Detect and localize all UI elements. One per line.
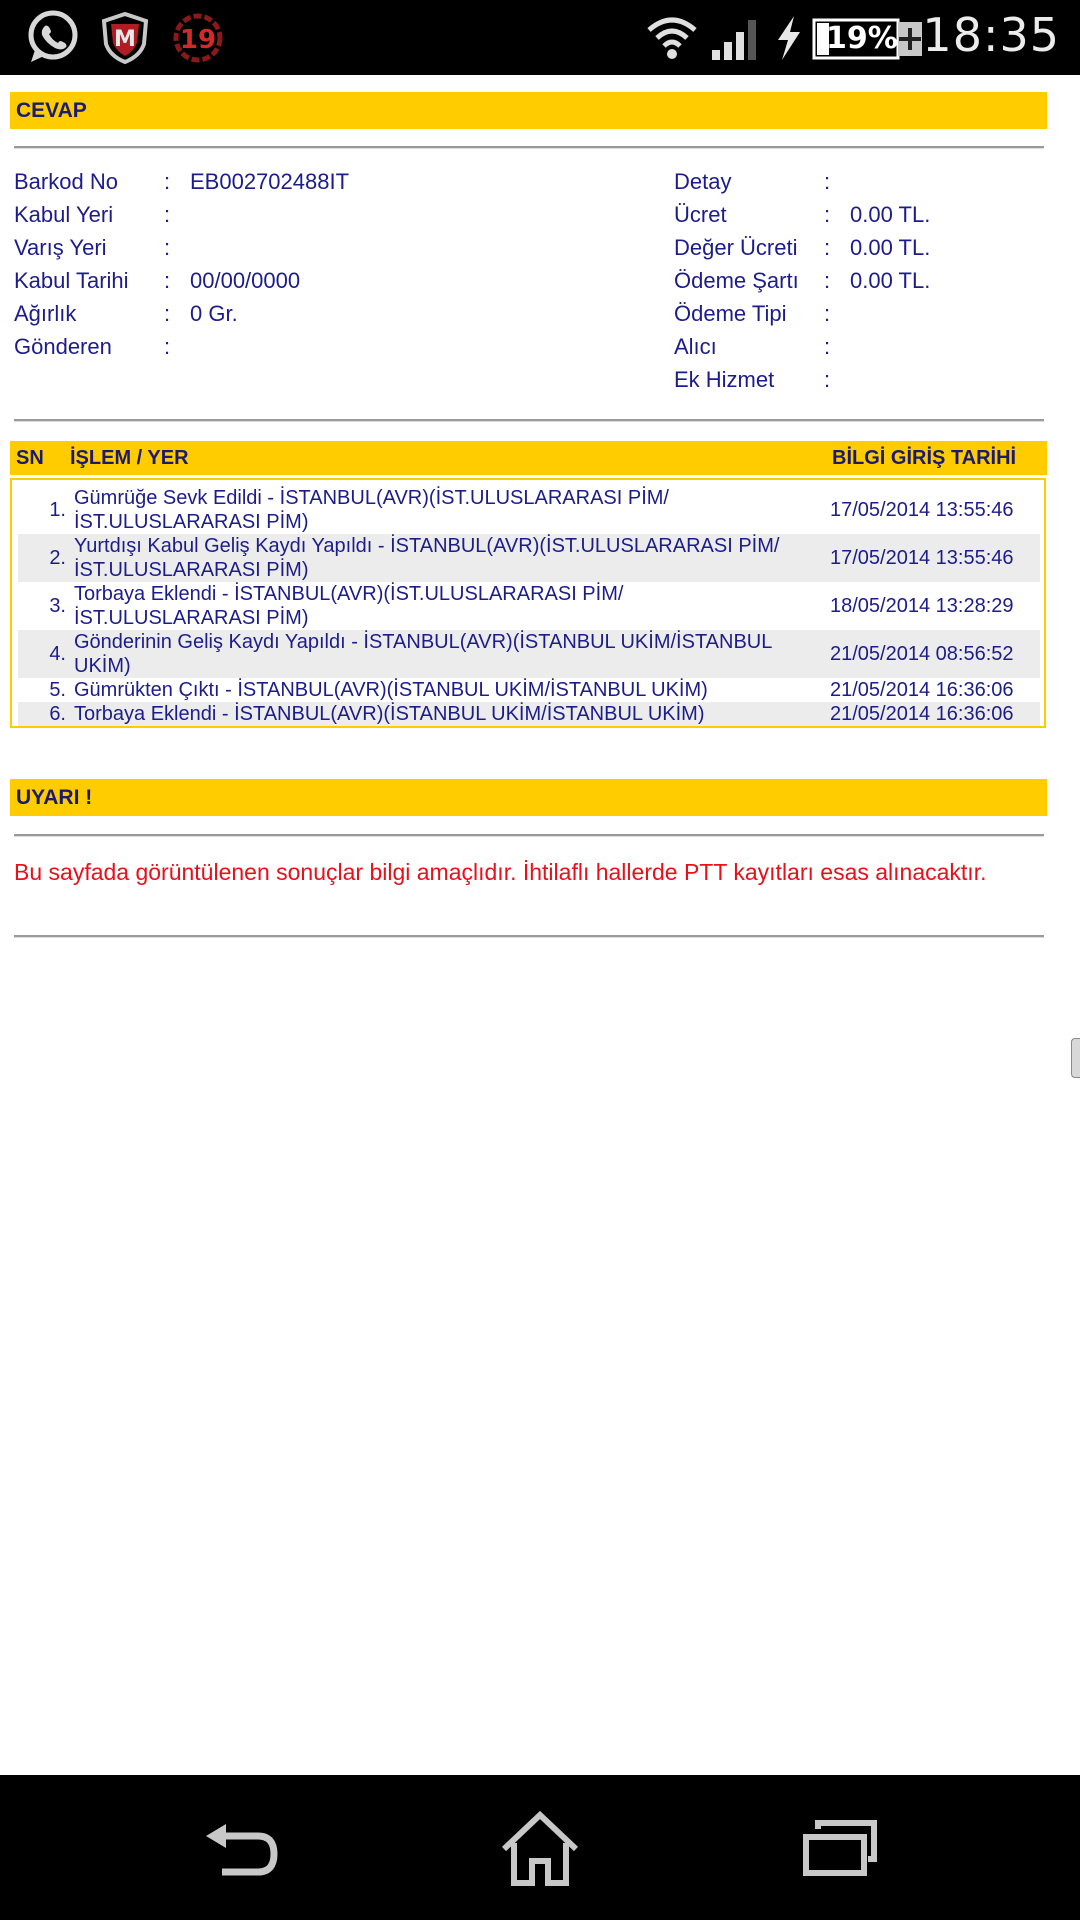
table-row [18,534,1040,582]
row-desc-line1: Yurtdışı Kabul Geliş Kaydı Yapıldı - İSTANBUL(AVR)(İST.ULUSLARARASI PİM/ [74,535,780,557]
field-label: Ödeme Şartı [674,268,799,293]
field-value: 0.00 TL. [850,202,931,227]
field-colon: : [824,367,831,392]
row-date: 17/05/2014 13:55:46 [830,499,1014,521]
divider [14,419,1044,422]
battery-level: 19% [826,21,898,56]
field-value: 0.00 TL. [850,268,931,293]
table-row [18,582,1040,630]
notification-badge-text: 19 [179,25,217,55]
table-row [18,630,1040,678]
row-date: 17/05/2014 13:55:46 [830,547,1014,569]
row-sn: 4. [49,643,66,665]
svg-text:M: M [114,27,136,52]
clock: 18:35 [922,8,1060,62]
field-label: Gönderen [14,334,112,359]
divider [14,834,1044,837]
header-islem-yer: İŞLEM / YER [70,447,189,469]
field-label: Kabul Tarihi [14,268,129,293]
row-desc-line1: Gönderinin Geliş Kaydı Yapıldı - İSTANBUL(AVR)(İSTANBUL UKİM/İSTANBUL [74,631,773,653]
field-colon: : [824,202,831,227]
web-page [0,75,1080,1775]
field-colon: : [824,301,831,326]
field-label: Detay [674,169,732,194]
mcafee-icon[interactable] [100,12,150,64]
field-colon: : [164,169,171,194]
row-date: 21/05/2014 08:56:52 [830,643,1014,665]
table-row [18,486,1040,534]
row-desc-line2: İST.ULUSLARARASI PİM) [74,559,309,581]
field-colon: : [164,301,171,326]
back-icon[interactable] [202,1820,282,1880]
row-date: 21/05/2014 16:36:06 [830,703,1014,725]
row-desc-line1: Torbaya Eklendi - İSTANBUL(AVR)(İST.ULUSLARARASI PİM/ [74,583,624,605]
row-sn: 3. [49,595,66,617]
field-label: Ücret [674,202,727,227]
field-colon: : [824,169,831,194]
field-value: 00/00/0000 [190,268,301,293]
row-desc-line1: Gümrükten Çıktı - İSTANBUL(AVR)(İSTANBUL UKİM/İSTANBUL UKİM) [74,679,708,701]
row-desc-line2: İST.ULUSLARARASI PİM) [74,607,309,629]
shipment-info-right [674,169,1054,404]
field-label: Kabul Yeri [14,202,114,227]
row-date: 18/05/2014 13:28:29 [830,595,1014,617]
field-label: Ödeme Tipi [674,301,787,326]
row-sn: 1. [49,499,66,521]
home-icon[interactable] [498,1811,582,1887]
field-value: 0.00 TL. [850,235,931,260]
tracking-table [10,478,1046,728]
row-desc-line1: Torbaya Eklendi - İSTANBUL(AVR)(İSTANBUL UKİM/İSTANBUL UKİM) [74,703,705,725]
wifi-icon [646,14,698,60]
field-colon: : [164,235,171,260]
field-label: Ağırlık [14,301,77,326]
field-value: 0 Gr. [190,301,238,326]
field-colon: : [824,268,831,293]
table-row [18,678,1040,702]
field-colon: : [824,235,831,260]
divider [14,146,1044,149]
table-row [18,702,1040,726]
field-colon: : [824,334,831,359]
shipment-info-left [14,169,654,369]
field-label: Değer Ücreti [674,235,798,260]
row-sn: 2. [49,547,66,569]
field-label: Barkod No [14,169,118,194]
cevap-header: CEVAP [10,92,1047,129]
row-desc-line2: UKİM) [74,655,131,677]
warning-message: Bu sayfada görüntülenen sonuçlar bilgi amaçlıdır. İhtilaflı hallerde PTT kayıtları esas alınacaktır. [14,859,987,885]
row-sn: 5. [49,679,66,701]
status-bar [0,0,1080,75]
tracking-table-header [10,441,1047,475]
header-bilgi-giris-tarihi: BİLGİ GİRİŞ TARİHİ [832,447,1017,469]
field-colon: : [164,202,171,227]
row-desc-line2: İST.ULUSLARARASI PİM) [74,511,309,533]
header-sn: SN [16,447,44,469]
signal-icon [712,18,762,60]
field-label: Ek Hizmet [674,367,775,392]
field-colon: : [164,268,171,293]
scrollbar-handle[interactable] [1071,1038,1080,1078]
field-label: Alıcı [674,334,717,359]
uyari-header: UYARI ! [10,779,1047,816]
notification-count-icon[interactable] [170,10,226,66]
charging-icon [774,16,804,60]
row-desc-line1: Gümrüğe Sevk Edildi - İSTANBUL(AVR)(İST.ULUSLARARASI PİM/ [74,487,669,509]
field-value: EB002702488IT [190,169,350,194]
row-date: 21/05/2014 16:36:06 [830,679,1014,701]
divider [14,935,1044,938]
whatsapp-icon[interactable] [24,8,82,66]
row-sn: 6. [49,703,66,725]
field-label: Varış Yeri [14,235,107,260]
navigation-bar [0,1775,1080,1920]
field-colon: : [164,334,171,359]
recent-apps-icon[interactable] [802,1819,878,1877]
